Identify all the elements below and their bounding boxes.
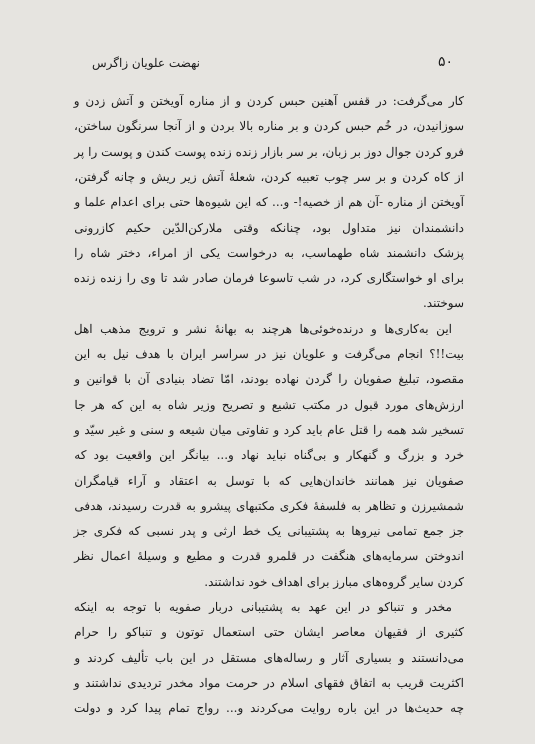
text-line: آویختن از مناره -آن هم از خصیه!- و... که این شیوه‌ها حتی برای اعدام علما و [74, 195, 464, 210]
text-line: بیت!!؟ انجام می‌گرفت و علویان نیز در سراسر ایران با هدف نیل به این [74, 347, 464, 361]
text-line: می‌دانستند و بسیاری آثار و رساله‌های مستقل در این باب تألیف کردند و [74, 650, 464, 665]
running-header-title: نهضت علویان زاگرس [92, 56, 200, 70]
text-line: مقصود، تبلیغ صفویان را گردن نهاده بودند، امّا تضاد بنیادی آن با قوانین و [74, 372, 464, 387]
text-line: اندوختن سرمایه‌های هنگفت در قلمرو قدرت و مطیع و وسیلهٔ اعمال نظر [74, 549, 464, 564]
text-line: چه حدیث‌ها در این باره روایت می‌کردند و... رواج تمام پیدا کرد و دولت [74, 701, 464, 716]
text-line: فرو کردن جوال دوز بر زبان، بر سر بازار زنده زنده پوست کندن و پوست را پر [74, 144, 464, 159]
text-line: تسخیر شد همه را قتل عام باید کرد و تفاوتی میان شیعه و سنی و غیر سیّد و [73, 422, 464, 437]
text-line: خرد و بزرگ و گنهکار و بی‌گناه نباید نهاد و... بیانگر این واقعیت بود که [74, 448, 464, 463]
page-number: ۵۰ [438, 54, 454, 70]
text-line: کار می‌گرفت: در قفس آهنین حبس کردن و از مناره آویختن و آتش زدن و [73, 94, 464, 108]
text-line: دانشمندان نیز متداول بود، چنانکه وقتی ملارکن‌الدّین حکیم کازرونی [74, 220, 464, 235]
text-line: برای او خواستگاری کرد، در شب تاسوعا فرمان صادر شد تا وی را زنده زنده [73, 271, 464, 286]
text-line: مخدر و تنباکو در این عهد به پشتیبانی دربار صفویه با توجه به اینکه [73, 600, 452, 614]
text-line: شمشیرزن و تظاهر به فلسفهٔ فکری مکتبهای پیشرو به قدرت رسیدند، هدفی [74, 498, 464, 513]
text-line: سوزانیدن، در خُم حبس کردن و بر مناره بالا بردن و از آنجا سرنگون ساختن، [73, 119, 464, 134]
text-line: این به‌کاری‌ها و درنده‌خوئی‌ها هرچند به بهانهٔ نشر و ترویج مذهب اهل [73, 321, 452, 336]
text-line: اکثریت قریب به اتفاق فقهای اسلام در حرمت مواد مخدر تردیدی نداشتند و [73, 675, 464, 690]
text-line: جز جمع تمامی نیروها به پشتیبانی یک خط ارثی و پدر نسبی که فکری جز [73, 524, 464, 539]
text-line: کردن سایر گروه‌های مبارز برای اهداف خود نداشتند. [204, 574, 464, 589]
text-line: سوختند. [422, 296, 464, 311]
text-line: پزشک دانشمند شاه طهماسب، به درخواست یکی از امراء، دختر شاه را [74, 245, 464, 260]
text-line: از کاه کردن و بر سر چوب تعبیه کردن، شعلهٔ آتش زیر ریش و چانه گرفتن، [74, 169, 464, 184]
text-line: کثیری از فقیهان معاصر ایشان حتی استعمال توتون و تنباکو را حرام [74, 625, 464, 640]
text-line: ارزش‌های مورد قبول در مکتب تشیع و تصریح وزیر شاه به این که هر جا [74, 397, 464, 412]
text-line: صفویان نیز همانند خاندان‌هایی که با توسل به اعتقاد و آراء قیامگران [74, 473, 464, 488]
